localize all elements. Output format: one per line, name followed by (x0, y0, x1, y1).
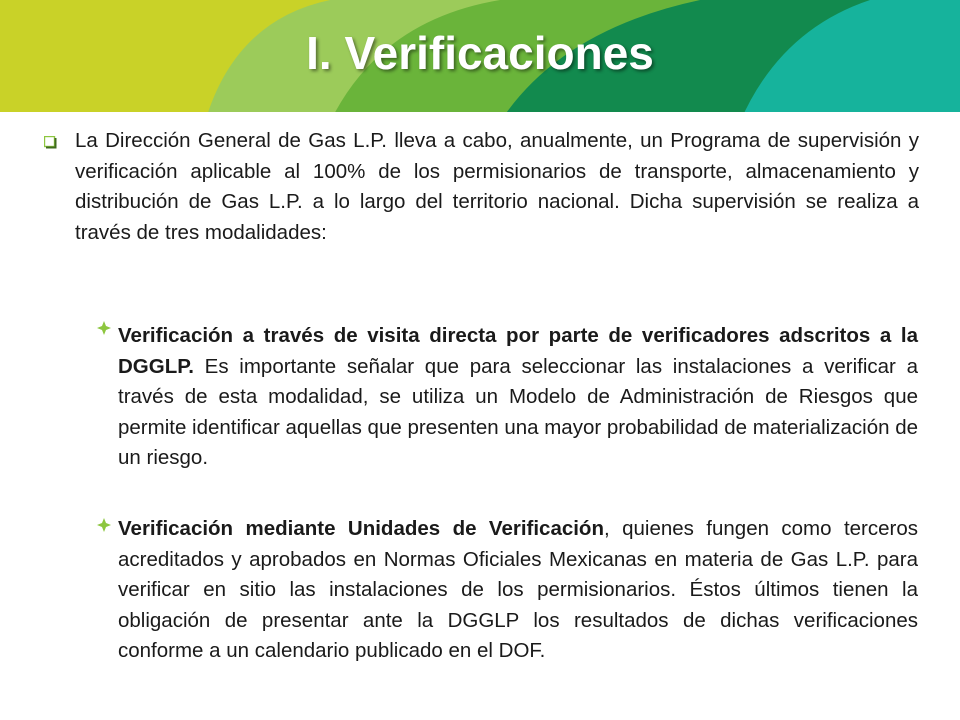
bullet-item-bold-lead: Verificación mediante Unidades de Verificación (118, 517, 604, 540)
bullet-item-bold-lead: Verificación a través de visita directa por parte de verificadores adscritos a la DGGLP. (118, 324, 918, 378)
square-bullet-icon (44, 136, 57, 149)
bullet-item-body: Es importante señalar que para seleccionar las instalaciones a verificar a través de esta modalidad, se utiliza un Modelo de Administración de Riesgos que permite identificar aquellas que presenten una mayor probabilidad de materialización de un riesgo. (118, 354, 918, 469)
slide-title: I. Verificaciones (306, 27, 654, 79)
diamond-bullet-icon (97, 321, 111, 335)
bullet-item-verification-units (118, 514, 918, 667)
intro-paragraph: La Dirección General de Gas L.P. lleva a cabo, anualmente, un Programa de supervisión y verificación aplicable al 100% de los permisionarios de transporte, almacenamiento y distribución de Gas L.P. a lo largo del territorio nacional. Dicha supervisión se realiza a través de tres modalidades: (75, 129, 919, 244)
diamond-bullet-icon (97, 518, 111, 532)
bullet-item-direct-visit (118, 321, 918, 474)
bullet-item-body: , quienes fungen como terceros acreditados y aprobados en Normas Oficiales Mexicanas en materia de Gas L.P. para verificar en sitio las instalaciones de los permisionarios. Éstos últimos tienen la obligación de presentar ante la DGGLP los resultados de dichas verificaciones conforme a un calendario publicado en el DOF. (118, 517, 918, 662)
